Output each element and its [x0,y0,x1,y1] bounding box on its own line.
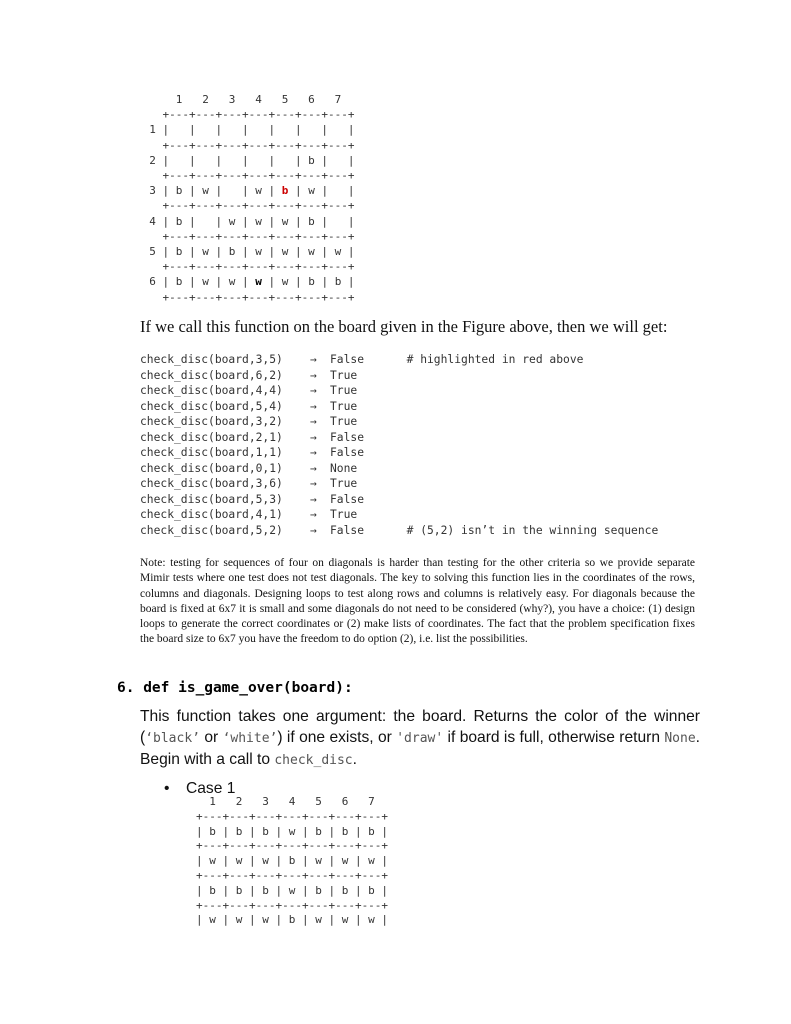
call-row [140,352,584,368]
desc-text: ) if one exists, or [277,729,397,746]
arrow-icon: → [310,523,317,537]
call-expr: check_disc(board,3,6) [140,477,283,490]
board-row-text: | w | b | b | [261,275,355,289]
call-row [140,368,358,384]
board-separator: +---+---+---+---+---+---+---+ [162,199,355,213]
arrow-icon: → [310,492,317,506]
section-6-heading: 6. def is_game_over(board): [117,680,353,696]
board-row [136,275,355,288]
call-result: False [330,523,365,537]
board-figure [136,92,355,305]
board-separator: +---+---+---+---+---+---+---+ [162,108,355,122]
board-row [136,154,355,167]
is-game-over-description [140,706,700,771]
call-row [140,399,358,415]
call-expr: check_disc(board,1,1) [140,446,283,459]
call-comment: # highlighted in red above [393,353,584,366]
desc-text: This function takes one argument: the board. Returns the color of the winner ( [140,708,700,746]
case-1-label: Case 1 [186,780,236,797]
check-disc-examples [140,352,659,538]
arrow-icon: → [310,430,317,444]
call-row [140,523,659,539]
board-row-text: | w | | [288,184,355,198]
inline-code: check_disc [274,753,353,768]
note-paragraph: Note: testing for sequences of four on diagonals is harder than testing for the other criteria so we provide separate Mimir tests where one test does not test diagonals. The key to solving this function lies in the coordinates of the rows, columns and diagonals. Designing loops to test along rows and columns is relatively easy. For diagonals because the board is fixed at 6x7 it is small and some diagonals do not need to be considered (why?), you have a choice: (1) design loops to generate the correct coordinates or (2) make lists of coordinates. The fact that the problem specification fixes the board size to 6x7 you have the freedom to do option (2), i.e. list the possibilities. [140,557,695,646]
board-row [136,215,355,228]
call-result: True [330,384,358,397]
intro-text: If we call this function on the board given in the Figure above, then we will get: [140,317,668,336]
call-result: False [330,492,365,506]
call-row [140,476,358,492]
call-expr: check_disc(board,5,4) [140,399,283,413]
call-row [140,383,358,399]
highlighted-disc: b [281,184,289,198]
desc-text: . [352,751,357,768]
call-row [140,445,365,461]
board-row [136,123,355,136]
inline-code: ‘black’ [145,731,200,746]
board-row-text: 2 | | | | | | b | | [136,153,355,167]
arrow-icon: → [310,399,317,413]
call-row [140,414,358,430]
call-result: False [330,430,365,444]
call-expr: check_disc(board,3,2) [140,415,283,428]
desc-text: if board is full, otherwise return [443,729,665,746]
call-result: False [330,353,365,366]
call-expr: check_disc(board,6,2) [140,368,283,382]
board-row-text: 6 | b | w | w | [136,275,256,289]
desc-text: or [200,729,223,746]
board-separator: +---+---+---+---+---+---+---+ [136,290,355,304]
call-comment: # (5,2) isn’t in the winning sequence [393,523,659,537]
call-expr: check_disc(board,0,1) [140,461,283,475]
arrow-icon: → [310,353,317,366]
board-separator: +---+---+---+---+---+---+---+ [162,260,355,274]
board-row: | w | w | w | b | w | w | w | [196,913,389,927]
case-1-board [196,795,388,928]
call-result: True [330,368,358,382]
call-expr: check_disc(board,2,1) [140,430,283,444]
arrow-icon: → [310,508,317,521]
call-result: None [330,461,358,475]
call-expr: check_disc(board,4,4) [140,384,283,397]
board-separator: +---+---+---+---+---+---+---+ [196,898,389,912]
board-col-header: 1 2 3 4 5 6 7 [175,93,342,106]
call-row [140,430,365,446]
inline-code: ‘white’ [222,731,278,746]
inline-code: 'draw' [396,731,444,746]
arrow-icon: → [310,415,317,428]
board-row [136,245,355,258]
call-expr: check_disc(board,5,2) [140,523,283,537]
call-result: True [330,399,358,413]
arrow-icon: → [310,461,317,475]
board-separator: +---+---+---+---+---+---+---+ [162,169,355,183]
call-row [140,492,365,508]
board-separator: +---+---+---+---+---+---+---+ [196,868,389,882]
arrow-icon: → [310,446,317,459]
call-expr: check_disc(board,4,1) [140,508,283,521]
bold-disc: w [255,275,262,289]
call-expr: check_disc(board,5,3) [140,492,283,506]
board-row: | b | b | b | w | b | b | b | [196,883,389,897]
call-result: True [330,415,358,428]
board-separator: +---+---+---+---+---+---+---+ [196,809,389,823]
board-col-header: 1 2 3 4 5 6 7 [209,795,375,808]
board-row: | b | b | b | w | b | b | b | [196,824,389,838]
call-result: True [330,508,358,521]
board-row [136,184,355,197]
arrow-icon: → [310,368,317,382]
board-row-text: 1 | | | | | | | | [136,123,355,137]
board-row-text: 3 | b | w | | w | [136,184,282,198]
board-row-text: 5 | b | w | b | w | w | w | w | [136,245,355,259]
board-row-text: 4 | b | | w | w | w | b | | [136,214,355,228]
call-result: False [330,446,365,459]
call-row [140,461,358,477]
board-separator: +---+---+---+---+---+---+---+ [162,138,355,152]
board-separator: +---+---+---+---+---+---+---+ [196,839,389,853]
call-result: True [330,477,358,490]
board-separator: +---+---+---+---+---+---+---+ [162,229,355,243]
arrow-icon: → [310,477,317,490]
call-expr: check_disc(board,3,5) [140,353,283,366]
call-row [140,507,358,523]
bullet-icon: • [164,780,170,797]
desc-text: . Begin with a call to [140,729,701,768]
arrow-icon: → [310,384,317,397]
board-row: | w | w | w | b | w | w | w | [196,854,389,868]
inline-code: None [664,731,696,746]
